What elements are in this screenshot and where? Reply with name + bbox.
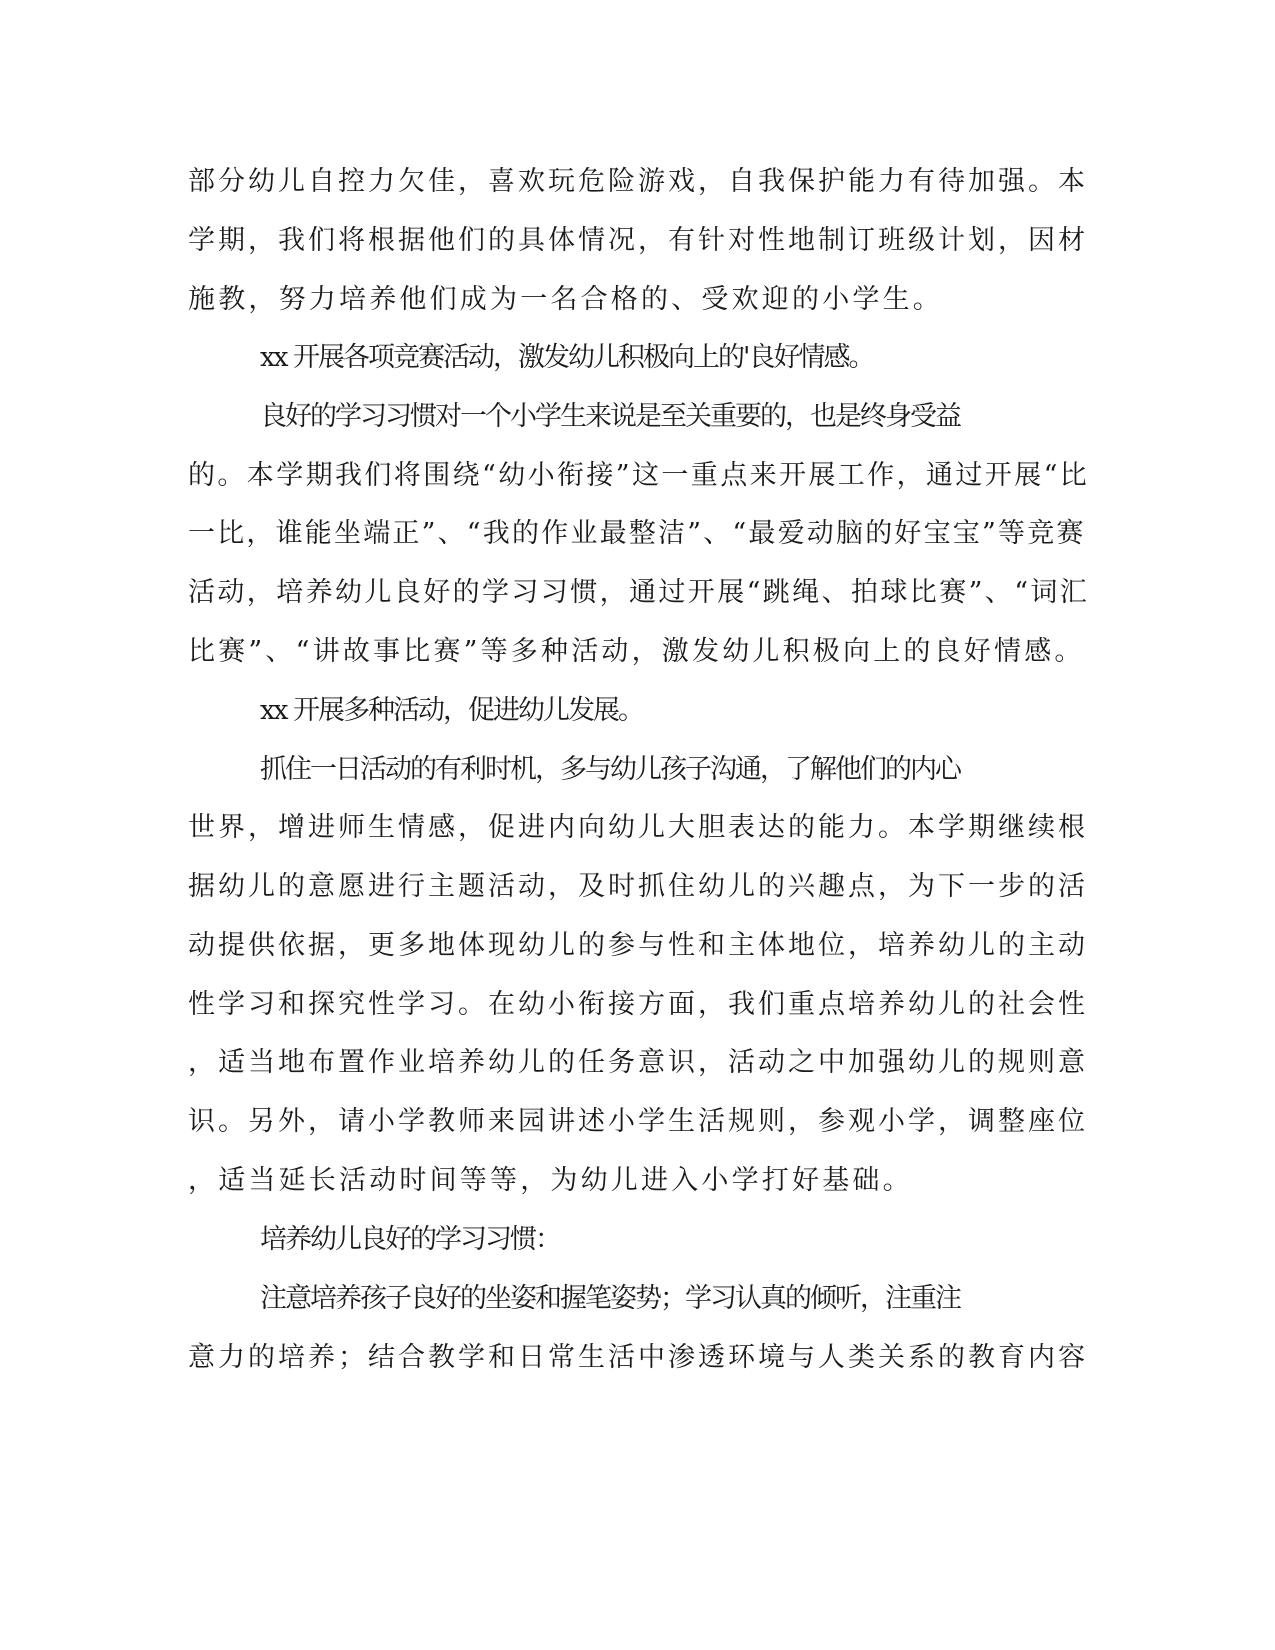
section-heading-study-habits: 培养幼儿良好的学习习惯： [260, 1224, 560, 1255]
text-line-9: 比赛”、“讲故事比赛”等多种活动，激发幼儿积极向上的良好情感。 [188, 636, 1085, 667]
text-line-17: 识。另外，请小学教师来园讲述小学生活规则，参观小学，调整座位 [188, 1106, 1088, 1137]
text-line-7: 一比，谁能坐端正”、“我的作业最整洁”、“最爱动脑的好宝宝”等竞赛 [188, 518, 1086, 549]
text-line-3: 施教，努力培养他们成为一名合格的、受欢迎的小学生。 [188, 284, 943, 315]
text-line-16: ，适当地布置作业培养幼儿的任务意识，活动之中加强幼儿的规则意 [188, 1047, 1088, 1078]
text-line-20: 注意培养孩子良好的坐姿和握笔姿势；学习认真的倾听，注重注 [260, 1283, 960, 1314]
section-heading-competitions: xx 开展各项竞赛活动，激发幼儿积极向上的'良好情感。 [260, 342, 874, 373]
text-line-6: 的。本学期我们将围绕“幼小衔接”这一重点来开展工作，通过开展“比 [188, 460, 1090, 491]
text-line-11: 抓住一日活动的有利时机，多与幼儿孩子沟通，了解他们的内心 [260, 754, 960, 785]
text-line-14: 动提供依据，更多地体现幼儿的参与性和主体地位，培养幼儿的主动 [188, 930, 1088, 961]
text-line-13: 据幼儿的意愿进行主题活动，及时抓住幼儿的兴趣点，为下一步的活 [188, 871, 1088, 902]
text-line-18: ，适当延长活动时间等等，为幼儿进入小学打好基础。 [188, 1165, 913, 1196]
text-line-21: 意力的培养；结合教学和日常生活中渗透环境与人类关系的教育内容 [188, 1342, 1088, 1373]
text-line-5: 良好的学习习惯对一个小学生来说是至关重要的，也是终身受益 [260, 401, 960, 432]
section-heading-activities: xx 开展多种活动，促进幼儿发展。 [260, 695, 644, 726]
text-line-1: 部分幼儿自控力欠佳，喜欢玩危险游戏，自我保护能力有待加强。本 [188, 166, 1088, 197]
text-line-2: 学期，我们将根据他们的具体情况，有针对性地制订班级计划，因材 [188, 225, 1088, 256]
text-line-8: 活动，培养幼儿良好的学习习惯，通过开展“跳绳、拍球比赛”、“词汇 [188, 577, 1090, 608]
text-line-15: 性学习和探究性学习。在幼小衔接方面，我们重点培养幼儿的社会性 [188, 989, 1088, 1020]
text-line-12: 世界，增进师生情感，促进内向幼儿大胆表达的能力。本学期继续根 [188, 812, 1088, 843]
